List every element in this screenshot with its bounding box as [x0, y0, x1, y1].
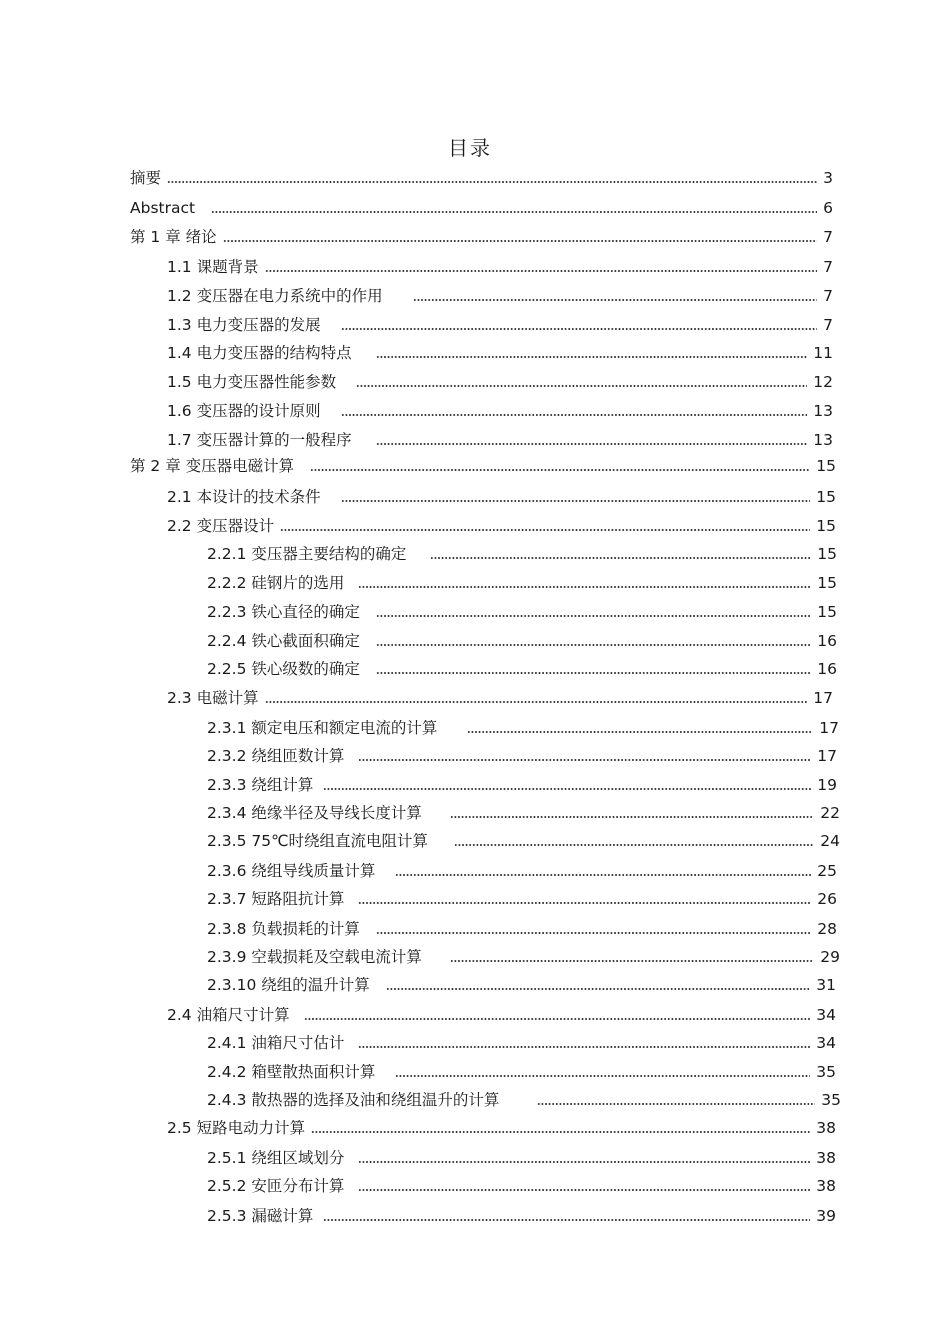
toc-entry[interactable]: [207, 568, 837, 592]
dot-leader: [341, 413, 808, 417]
toc-entry-label: 2.3.10 绕组的温升计算: [207, 976, 370, 994]
toc-entry[interactable]: [207, 1171, 836, 1195]
dot-leader: [386, 987, 811, 991]
toc-entry-page: 34: [816, 1034, 836, 1052]
dot-leader: [450, 959, 814, 963]
toc-entry-page: 6: [823, 199, 833, 217]
toc-entry[interactable]: [207, 770, 837, 794]
dot-leader: [356, 384, 807, 388]
toc-entry-page: 26: [817, 890, 837, 908]
toc-entry[interactable]: [207, 970, 836, 994]
toc-entry-label: 2.1 本设计的技术条件: [167, 488, 321, 506]
dot-leader: [310, 468, 810, 472]
dot-leader: [341, 499, 811, 503]
toc-entry-label: 2.2.4 铁心截面积确定: [207, 632, 360, 650]
toc-entry[interactable]: [207, 856, 837, 880]
toc-entry[interactable]: [207, 597, 837, 621]
toc-entry[interactable]: [207, 539, 837, 563]
toc-entry-page: 7: [823, 228, 833, 246]
dot-leader: [323, 1218, 810, 1222]
dot-leader: [450, 815, 814, 819]
toc-entry-page: 35: [821, 1091, 841, 1109]
toc-entry-label: 2.3.7 短路阻抗计算: [207, 890, 345, 908]
toc-entry[interactable]: [167, 425, 833, 449]
toc-entry-label: 第 1 章 绪论: [130, 228, 217, 246]
toc-entry[interactable]: [167, 338, 833, 362]
toc-entry-label: 摘要: [130, 169, 162, 187]
toc-entry-label: 1.6 变压器的设计原则: [167, 402, 321, 420]
toc-entry-page: 34: [816, 1006, 836, 1024]
dot-leader: [323, 787, 811, 791]
toc-entry[interactable]: [207, 826, 840, 850]
dot-leader: [358, 1160, 810, 1164]
toc-entry[interactable]: [207, 942, 840, 966]
toc-entry-label: 2.2.1 变压器主要结构的确定: [207, 545, 407, 563]
dot-leader: [395, 1074, 810, 1078]
toc-entry-page: 39: [816, 1207, 836, 1225]
dot-leader: [467, 730, 813, 734]
dot-leader: [280, 528, 810, 532]
toc-entry-label: 2.4 油箱尺寸计算: [167, 1006, 290, 1024]
toc-entry-page: 7: [823, 258, 833, 276]
toc-entry[interactable]: [207, 1143, 836, 1167]
toc-entry[interactable]: [207, 914, 837, 938]
dot-leader: [537, 1102, 815, 1106]
toc-entry[interactable]: [207, 798, 840, 822]
toc-entry[interactable]: [207, 1201, 836, 1225]
toc-entry-label: 1.2 变压器在电力系统中的作用: [167, 287, 383, 305]
toc-entry[interactable]: [207, 626, 837, 650]
dot-leader: [358, 758, 811, 762]
dot-leader: [265, 700, 808, 704]
toc-entry-label: 2.2 变压器设计: [167, 517, 275, 535]
toc-entry-page: 7: [823, 287, 833, 305]
toc-entry-label: 第 2 章 变压器电磁计算: [130, 457, 295, 475]
toc-entry-page: 17: [819, 719, 839, 737]
dot-leader: [376, 671, 811, 675]
toc-entry-page: 15: [817, 603, 837, 621]
dot-leader: [211, 210, 817, 214]
toc-entry-page: 12: [813, 373, 833, 391]
dot-leader: [454, 843, 814, 847]
toc-entry-label: 2.5 短路电动力计算: [167, 1119, 306, 1137]
toc-entry-page: 15: [816, 457, 836, 475]
toc-entry-page: 29: [820, 948, 840, 966]
toc-entry-label: Abstract: [130, 199, 196, 217]
toc-entry-page: 38: [816, 1119, 836, 1137]
dot-leader: [376, 614, 811, 618]
dot-leader: [376, 355, 808, 359]
toc-entry[interactable]: [167, 367, 833, 391]
toc-entry-label: 2.2.2 硅钢片的选用: [207, 574, 345, 592]
toc-entry[interactable]: [167, 252, 833, 276]
dot-leader: [304, 1017, 811, 1021]
toc-entry-label: 2.4.3 散热器的选择及油和绕组温升的计算: [207, 1091, 500, 1109]
dot-leader: [395, 873, 811, 877]
toc-entry-page: 19: [817, 776, 837, 794]
toc-entry[interactable]: [130, 163, 833, 187]
toc-entry[interactable]: [167, 482, 836, 506]
toc-entry[interactable]: [167, 1000, 836, 1024]
toc-entry-page: 13: [813, 402, 833, 420]
dot-leader: [223, 239, 817, 243]
toc-entry-label: 2.3.1 额定电压和额定电流的计算: [207, 719, 438, 737]
toc-entry-page: 7: [823, 316, 833, 334]
dot-leader: [413, 298, 818, 302]
toc-entry-label: 2.3.6 绕组导线质量计算: [207, 862, 376, 880]
dot-leader: [341, 327, 818, 331]
toc-entry[interactable]: [167, 1113, 836, 1137]
toc-entry-label: 2.3.9 空载损耗及空载电流计算: [207, 948, 422, 966]
toc-entry-page: 17: [813, 689, 833, 707]
toc-entry[interactable]: [130, 451, 836, 475]
toc-entry[interactable]: [207, 884, 837, 908]
toc-entry[interactable]: [207, 713, 839, 737]
dot-leader: [358, 901, 811, 905]
toc-entry[interactable]: [207, 1028, 836, 1052]
toc-entry[interactable]: [167, 511, 836, 535]
toc-entry-page: 3: [823, 169, 833, 187]
toc-entry-page: 17: [817, 747, 837, 765]
toc-entry[interactable]: [167, 396, 833, 420]
toc-entry-label: 2.5.3 漏磁计算: [207, 1207, 314, 1225]
toc-entry-label: 2.5.1 绕组区域划分: [207, 1149, 345, 1167]
toc-entry[interactable]: [207, 654, 837, 678]
toc-entry-label: 2.2.5 铁心级数的确定: [207, 660, 360, 678]
dot-leader: [358, 1188, 810, 1192]
toc-entry-page: 22: [820, 804, 840, 822]
toc-entry-page: 31: [816, 976, 836, 994]
toc-entry[interactable]: [207, 1057, 836, 1081]
toc-entry-page: 13: [813, 431, 833, 449]
toc-entry-label: 2.3 电磁计算: [167, 689, 259, 707]
toc-entry-label: 1.3 电力变压器的发展: [167, 316, 321, 334]
dot-leader: [376, 643, 811, 647]
toc-entry-label: 2.3.5 75℃时绕组直流电阻计算: [207, 832, 428, 850]
dot-leader: [358, 1045, 810, 1049]
toc-entry-label: 2.4.1 油箱尺寸估计: [207, 1034, 345, 1052]
toc-entry[interactable]: [167, 310, 833, 334]
dot-leader: [376, 931, 811, 935]
toc-entry-page: 16: [817, 632, 837, 650]
toc-entry-page: 24: [820, 832, 840, 850]
dot-leader: [265, 269, 818, 273]
dot-leader: [376, 442, 808, 446]
toc-entry-page: 35: [816, 1063, 836, 1081]
toc-title: 目录: [448, 136, 492, 160]
toc-entry-page: 38: [816, 1149, 836, 1167]
toc-entry-label: 2.3.3 绕组计算: [207, 776, 314, 794]
toc-entry-label: 2.3.8 负载损耗的计算: [207, 920, 360, 938]
toc-entry-page: 11: [813, 344, 833, 362]
toc-entry-label: 1.4 电力变压器的结构特点: [167, 344, 352, 362]
toc-entry[interactable]: [207, 1085, 841, 1109]
dot-leader: [311, 1130, 810, 1134]
toc-entry-page: 16: [817, 660, 837, 678]
toc-entry-page: 15: [816, 517, 836, 535]
toc-entry[interactable]: [167, 683, 833, 707]
toc-entry-label: 1.7 变压器计算的一般程序: [167, 431, 352, 449]
toc-entry-page: 28: [817, 920, 837, 938]
toc-entry[interactable]: [130, 222, 833, 246]
toc-entry-label: 2.3.4 绝缘半径及导线长度计算: [207, 804, 422, 822]
toc-entry[interactable]: [130, 193, 833, 217]
toc-entry-label: 2.5.2 安匝分布计算: [207, 1177, 345, 1195]
toc-entry-page: 25: [817, 862, 837, 880]
toc-entry-page: 15: [816, 488, 836, 506]
toc-entry[interactable]: [167, 281, 833, 305]
toc-entry-label: 2.3.2 绕组匝数计算: [207, 747, 345, 765]
toc-entry-label: 2.4.2 箱壁散热面积计算: [207, 1063, 376, 1081]
dot-leader: [358, 585, 811, 589]
toc-entry-page: 15: [817, 545, 837, 563]
toc-entry-label: 1.5 电力变压器性能参数: [167, 373, 337, 391]
dot-leader: [430, 556, 811, 560]
dot-leader: [167, 180, 817, 184]
toc-entry-label: 2.2.3 铁心直径的确定: [207, 603, 360, 621]
toc-entry[interactable]: [207, 741, 837, 765]
toc-entry-page: 38: [816, 1177, 836, 1195]
toc-entry-label: 1.1 课题背景: [167, 258, 259, 276]
toc-entry-page: 15: [817, 574, 837, 592]
